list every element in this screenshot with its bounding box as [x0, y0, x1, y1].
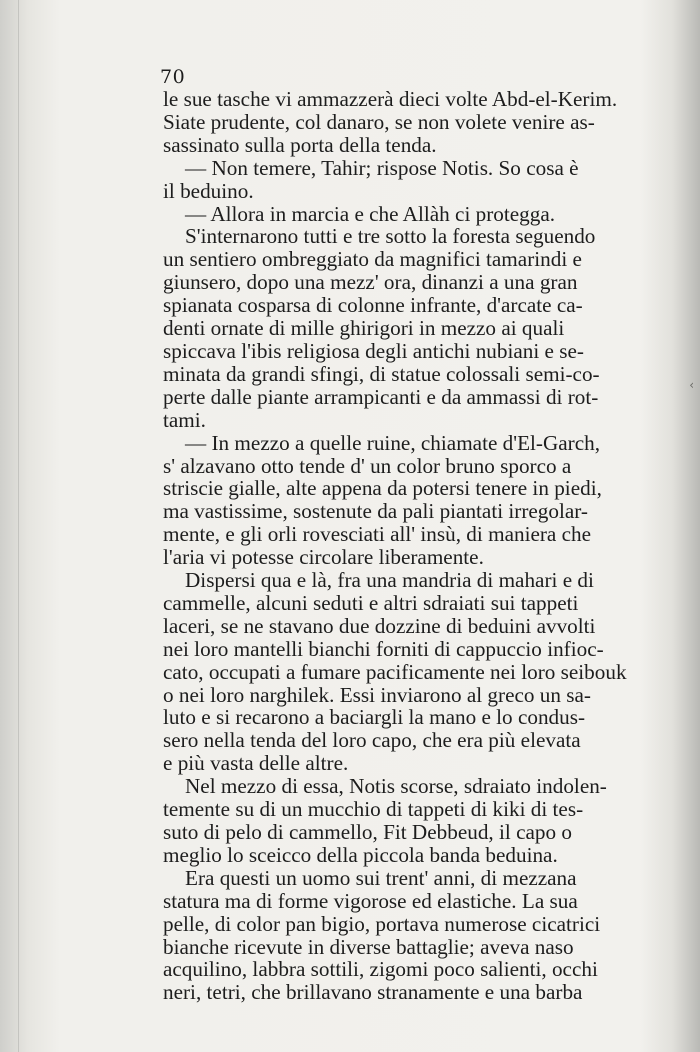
text-line: — Allora in marcia e che Allàh ci protegga.: [185, 201, 556, 226]
text-line: o nei loro narghilek. Essi inviarono al greco un sa-: [163, 682, 591, 707]
text-line: s' alzavano otto tende d' un color bruno sporco a: [163, 453, 572, 478]
text-line: neri, tetri, che brillavano stranamente e una barba: [163, 980, 583, 1005]
text-line: — In mezzo a quelle ruine, chiamate d'El-Garch,: [185, 430, 601, 455]
text-line: spiccava l'ibis religiosa degli antichi nubiani e se-: [163, 338, 584, 363]
text-line: acquilino, labbra sottili, zigomi poco salienti, occhi: [163, 957, 598, 982]
text-line: — Non temere, Tahir; rispose Notis. So cosa è: [185, 155, 579, 180]
text-line: cammelle, alcuni seduti e altri sdraiati sui tappeti: [163, 590, 579, 615]
text-line: statura ma di forme vigorose ed elastiche. La sua: [163, 888, 578, 913]
text-line: minata da grandi sfingi, di statue colossali semi-co-: [163, 361, 600, 386]
text-line: perte dalle piante arrampicanti e da ammassi di rot-: [163, 384, 599, 409]
text-line: un sentiero ombreggiato da magnifici tamarindi e: [163, 247, 582, 272]
text-line: cato, occupati a fumare pacificamente nei loro seibouk: [163, 659, 627, 684]
text-line: Dispersi qua e là, fra una mandria di mahari e di: [185, 568, 594, 593]
text-line: mente, e gli orli rovesciati all' insù, di maniera che: [163, 522, 592, 547]
text-line: laceri, se ne stavano due dozzine di beduini avvolti: [163, 613, 596, 638]
text-line: meglio lo sceicco della piccola banda beduina.: [163, 842, 558, 867]
text-line: giunsero, dopo una mezz' ora, dinanzi a una gran: [163, 270, 578, 295]
text-line: suto di pelo di cammello, Fit Debbeud, il capo o: [163, 820, 572, 844]
text-line: le sue tasche vi ammazzerà dieci volte Abd-el-Kerim.: [163, 87, 618, 111]
margin-mark-icon: ‹: [689, 378, 694, 392]
text-line: spianata cosparsa di colonne infrante, d'arcate ca-: [163, 293, 583, 318]
text-line: e più vasta delle altre.: [163, 751, 349, 776]
text-line: tami.: [163, 407, 206, 432]
text-line: l'aria vi potesse circolare liberamente.: [163, 545, 484, 570]
page-number: 70: [160, 66, 186, 88]
text-line: denti ornate di mille ghirigori in mezzo ai quali: [163, 316, 565, 341]
body-text: [163, 88, 643, 1004]
text-line: pelle, di color pan bigio, portava numerose cicatrici: [163, 911, 601, 936]
text-line: S'internarono tutti e tre sotto la foresta seguendo: [185, 224, 596, 249]
text-line: bianche ricevute in diverse battaglie; aveva naso: [163, 934, 574, 959]
binding-gutter: [18, 0, 19, 1052]
text-line: luto e si recarono a baciargli la mano e lo condus-: [163, 705, 586, 730]
text-line: Nel mezzo di essa, Notis scorse, sdraiato indolen-: [185, 774, 607, 799]
text-line: ma vastissime, sostenute da pali piantati irregolar-: [163, 499, 588, 524]
text-line: temente su di un mucchio di tappeti di kiki di tes-: [163, 797, 584, 822]
text-line: nei loro mantelli bianchi forniti di cappuccio infioc-: [163, 636, 604, 661]
text-line: Siate prudente, col danaro, se non volete venire as-: [163, 109, 595, 134]
text-line: il beduino.: [163, 178, 254, 203]
text-line: striscie gialle, alte appena da potersi tenere in piedi,: [163, 476, 602, 501]
text-line: sero nella tenda del loro capo, che era più elevata: [163, 728, 581, 753]
text-line: sassinato sulla porta della tenda.: [163, 132, 437, 157]
text-line: Era questi un uomo sui trent' anni, di mezzana: [185, 865, 577, 890]
